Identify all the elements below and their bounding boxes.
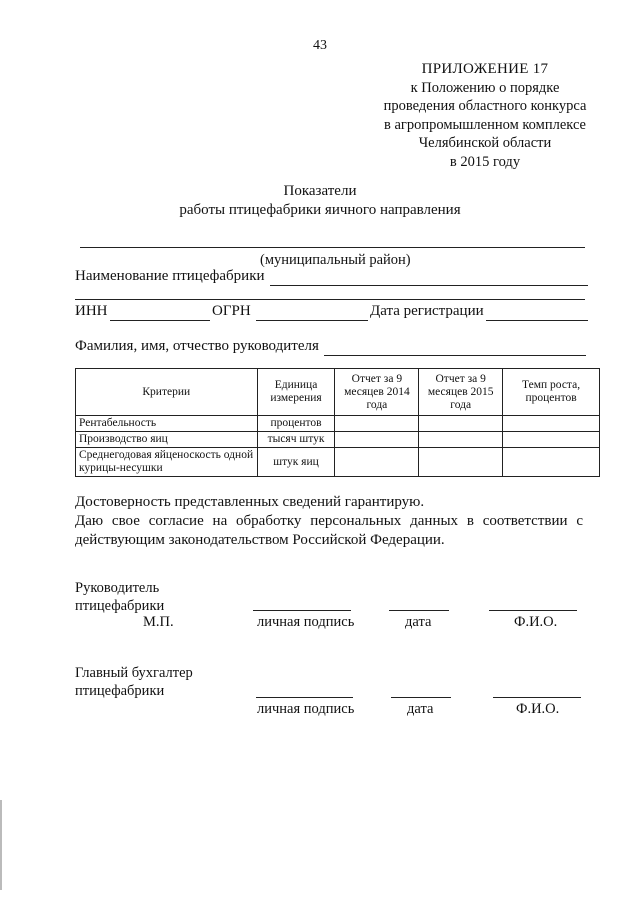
cell-2015[interactable] [419,448,503,477]
director-name-field[interactable] [324,355,586,356]
table-row [76,432,600,448]
scan-edge-mark [0,800,2,890]
accountant-title-line-2: птицефабрики [75,683,165,699]
director-name-label: Фамилия, имя, отчество руководителя [75,338,319,354]
appendix-heading: ПРИЛОЖЕНИЕ 17 [421,61,549,77]
stamp-label: М.П. [143,614,174,630]
document-title [0,182,640,220]
cell-2015[interactable] [419,432,503,448]
title-line-2: работы птицефабрики яичного направления [179,202,461,218]
director-title-line-1: Руководитель [75,580,160,596]
header-growth: Темп роста, процентов [503,369,600,416]
ogrn-field[interactable] [256,320,368,321]
table-row [76,416,600,432]
cell-2015[interactable] [419,416,503,432]
cell-2014[interactable] [335,416,419,432]
row-criteria: Производство яиц [76,432,258,448]
registration-date-label: Дата регистрации [370,303,484,319]
appendix-line: в 2015 году [449,153,521,170]
row-unit: тысяч штук [257,432,335,448]
director-signature-caption: личная подпись [257,614,355,630]
inn-label: ИНН [75,303,108,319]
cell-growth[interactable] [503,416,600,432]
accountant-date-field[interactable] [391,697,451,698]
inn-field[interactable] [110,320,210,321]
accountant-fio-caption: Ф.И.О. [516,701,560,717]
consent-statement: Даю свое согласие на обработку персональных данных в соответствии с действующим законодательством Российской Федерации. [75,513,583,548]
cell-2014[interactable] [335,432,419,448]
header-report-2015: Отчет за 9 месяцев 2015 года [419,369,503,416]
title-line-1: Показатели [283,183,357,199]
cell-growth[interactable] [503,448,600,477]
municipal-district-field[interactable] [80,247,585,248]
criteria-table [75,368,600,477]
cell-2014[interactable] [335,448,419,477]
row-unit: штук яиц [257,448,335,477]
factory-name-field[interactable] [270,285,588,286]
accountant-signature-caption: личная подпись [257,701,355,717]
appendix-line: Челябинской области [418,135,552,151]
row-criteria: Рентабельность [76,416,258,432]
director-date-caption: дата [405,614,432,630]
appendix-line: проведения областного конкурса [383,98,587,114]
header-report-2014: Отчет за 9 месяцев 2014 года [335,369,419,416]
guarantee-statement: Достоверность представленных сведений гарантирую. [75,494,425,510]
row-criteria: Среднегодовая яйценоскость одной курицы-несушки [76,448,258,477]
director-date-field[interactable] [389,610,449,611]
director-fio-caption: Ф.И.О. [514,614,558,630]
factory-name-label: Наименование птицефабрики [75,268,265,284]
accountant-signature-field[interactable] [256,697,353,698]
municipal-district-caption: (муниципальный район) [260,252,411,268]
accountant-fio-field[interactable] [493,697,581,698]
header-unit: Единица измерения [257,369,335,416]
director-signature-field[interactable] [253,610,351,611]
table-header-row [76,369,600,416]
page-number: 43 [313,38,327,53]
ogrn-label: ОГРН [212,303,251,319]
registration-date-field[interactable] [486,320,588,321]
accountant-date-caption: дата [407,701,434,717]
director-fio-field[interactable] [489,610,577,611]
accountant-title-line-1: Главный бухгалтер [75,665,193,681]
table-row [76,448,600,477]
appendix-line: к Положению о порядке [410,79,560,96]
cell-growth[interactable] [503,432,600,448]
factory-name-field-continued[interactable] [75,299,585,300]
row-unit: процентов [257,416,335,432]
header-criteria: Критерии [76,369,258,416]
director-title-line-2: птицефабрики [75,598,165,614]
appendix-line: в агропромышленном комплексе [383,116,586,133]
appendix-block [360,60,610,171]
